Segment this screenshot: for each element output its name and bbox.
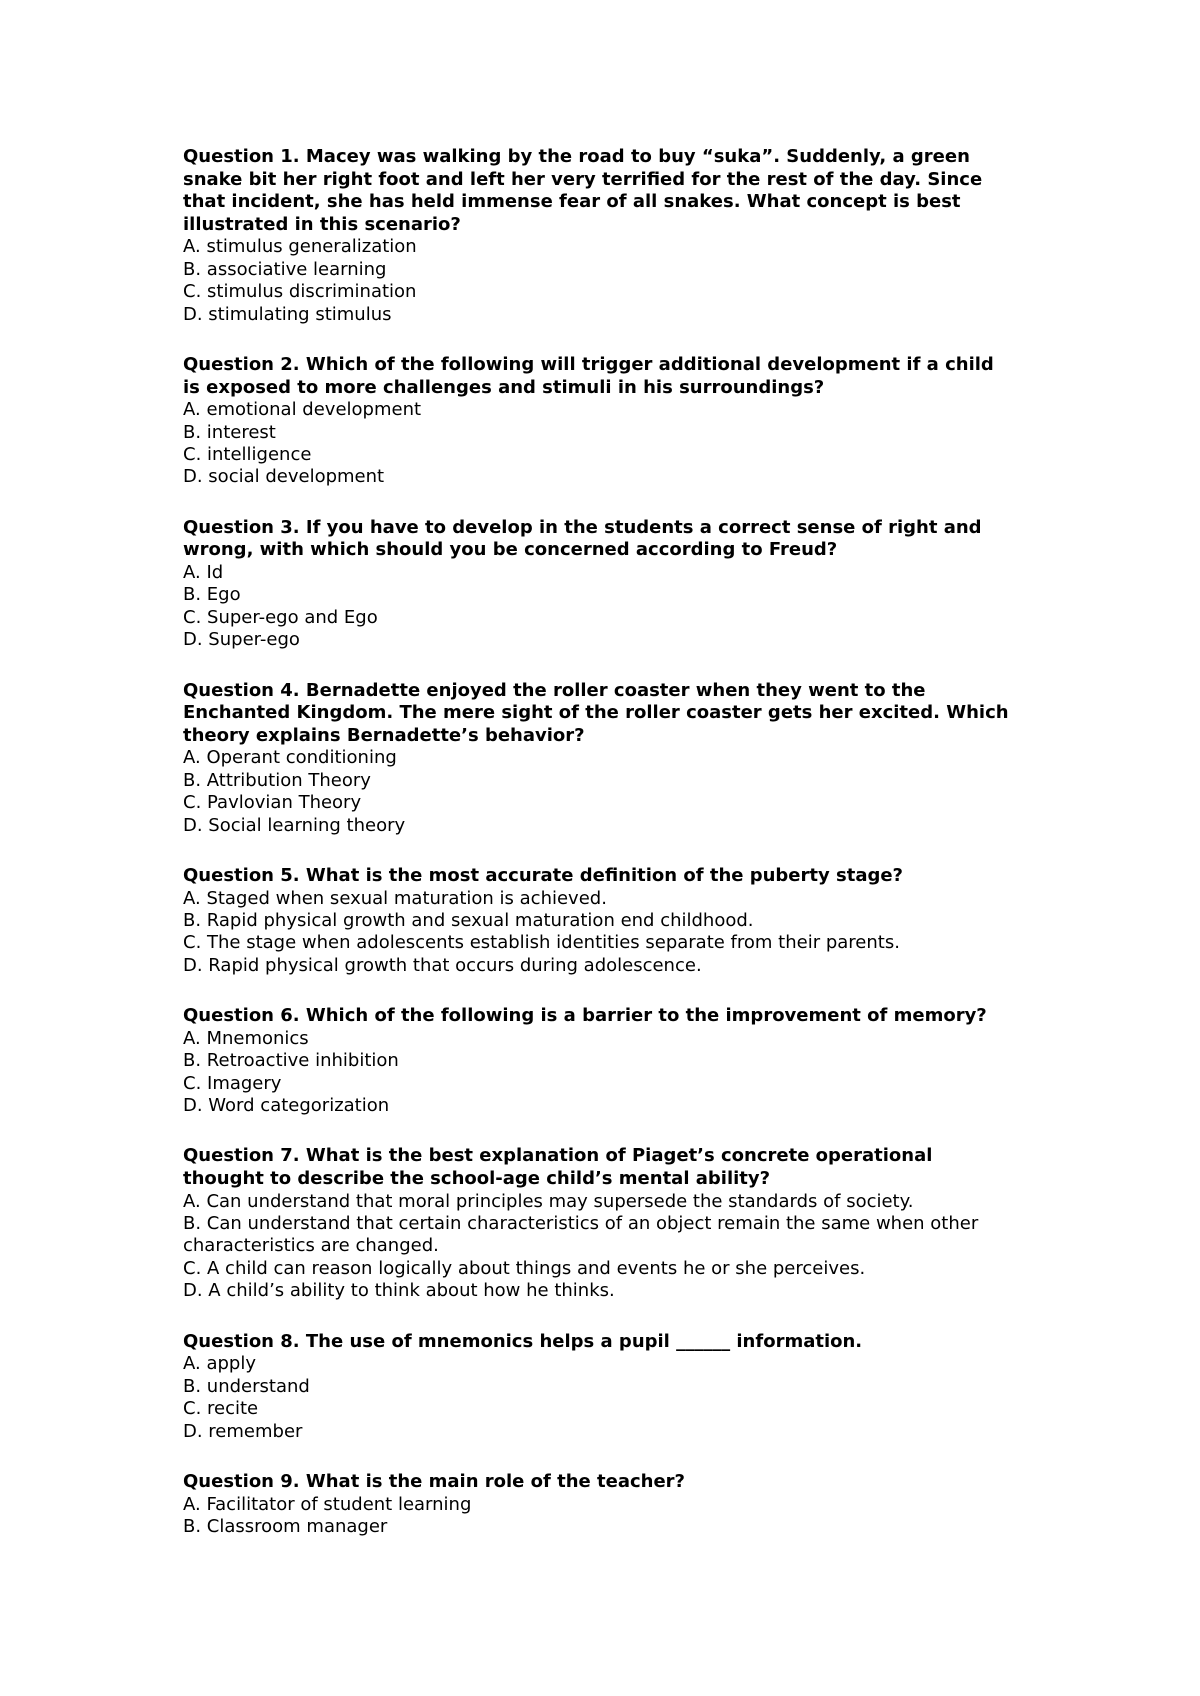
answer-option-a: A. Facilitator of student learning — [183, 1493, 472, 1515]
answer-option-c: C. A child can reason logically about things and events he or she perceives. — [183, 1257, 866, 1279]
question-6 — [183, 1005, 1013, 1117]
answer-options — [183, 1494, 1013, 1539]
question-text: Question 8. The use of mnemonics helps a pupil ______ information. — [183, 1330, 863, 1352]
question-text: Question 2. Which of the following will trigger additional development if a child is exposed to more challenges and stimuli in his surroundings? — [183, 354, 994, 398]
answer-option-b: B. Can understand that certain characteristics of an object remain the same when other characteristics are changed. — [183, 1213, 979, 1257]
answer-options — [183, 1028, 1013, 1118]
answer-option-d: D. A child’s ability to think about how he thinks. — [183, 1280, 615, 1302]
question-3 — [183, 517, 1013, 652]
answer-option-a: A. stimulus generalization — [183, 236, 417, 258]
answer-option-b: B. Retroactive inhibition — [183, 1050, 399, 1072]
answer-option-a: A. Staged when sexual maturation is achieved. — [183, 887, 607, 909]
answer-options — [183, 236, 1013, 326]
question-text: Question 5. What is the most accurate definition of the puberty stage? — [183, 865, 903, 887]
answer-option-c: C. The stage when adolescents establish identities separate from their parents. — [183, 932, 900, 954]
answer-option-b: B. associative learning — [183, 258, 387, 280]
answer-options — [183, 747, 1013, 837]
question-5 — [183, 865, 1013, 977]
answer-option-d: D. Super-ego — [183, 629, 300, 651]
answer-option-a: A. Can understand that moral principles may supersede the standards of society. — [183, 1190, 914, 1212]
answer-option-d: D. stimulating stimulus — [183, 303, 392, 325]
question-text: Question 4. Bernadette enjoyed the roller coaster when they went to the Enchanted Kingdom. The mere sight of the roller coaster gets her excited. Which theory explains Bernadette’s behavior? — [183, 679, 1009, 746]
answer-option-c: C. Imagery — [183, 1072, 282, 1094]
answer-option-b: B. Ego — [183, 584, 241, 606]
question-1 — [183, 146, 1013, 326]
answer-option-b: B. interest — [183, 421, 276, 443]
answer-option-d: D. social development — [183, 466, 385, 488]
answer-options — [183, 888, 1013, 978]
answer-option-a: A. apply — [183, 1353, 256, 1375]
question-list — [183, 146, 1013, 1566]
question-4 — [183, 680, 1013, 837]
answer-option-c: C. intelligence — [183, 444, 312, 465]
answer-option-b: B. Attribution Theory — [183, 769, 371, 791]
answer-option-a: A. emotional development — [183, 399, 422, 421]
answer-option-a: A. Mnemonics — [183, 1027, 309, 1049]
answer-option-a: A. Operant conditioning — [183, 747, 397, 769]
question-2 — [183, 354, 1013, 489]
answer-option-d: D. Rapid physical growth that occurs during adolescence. — [183, 954, 702, 976]
question-7 — [183, 1145, 1013, 1302]
question-text: Question 7. What is the best explanation of Piaget’s concrete operational thought to describe the school-age child’s mental ability? — [183, 1145, 933, 1190]
question-text: Question 9. What is the main role of the teacher? — [183, 1470, 685, 1492]
answer-option-c: C. recite — [183, 1398, 259, 1420]
answer-option-d: D. Word categorization — [183, 1095, 390, 1117]
answer-options — [183, 1353, 1013, 1443]
question-9 — [183, 1471, 1013, 1538]
answer-option-b: B. Classroom manager — [183, 1515, 388, 1537]
answer-options — [183, 399, 1013, 489]
answer-option-d: D. Social learning theory — [183, 814, 406, 836]
answer-options — [183, 562, 1013, 652]
answer-option-b: B. understand — [183, 1375, 310, 1397]
answer-option-a: A. Id — [183, 562, 224, 583]
answer-option-c: C. Super-ego and Ego — [183, 606, 378, 628]
answer-options — [183, 1191, 1013, 1303]
answer-option-c: C. Pavlovian Theory — [183, 792, 362, 814]
answer-option-d: D. remember — [183, 1420, 303, 1442]
answer-option-c: C. stimulus discrimination — [183, 281, 417, 303]
question-8 — [183, 1331, 1013, 1443]
question-text: Question 6. Which of the following is a barrier to the improvement of memory? — [183, 1005, 987, 1027]
answer-option-b: B. Rapid physical growth and sexual maturation end childhood. — [183, 910, 754, 932]
question-text: Question 3. If you have to develop in the students a correct sense of right and wrong, with which should you be concerned according to Freud? — [183, 516, 982, 561]
question-text: Question 1. Macey was walking by the road to buy “suka”. Suddenly, a green snake bit her right foot and left her very terrified for the rest of the day. Since that incident, she has held immense fear of all snakes. What concept is best illustrated in this scenario? — [183, 146, 983, 235]
